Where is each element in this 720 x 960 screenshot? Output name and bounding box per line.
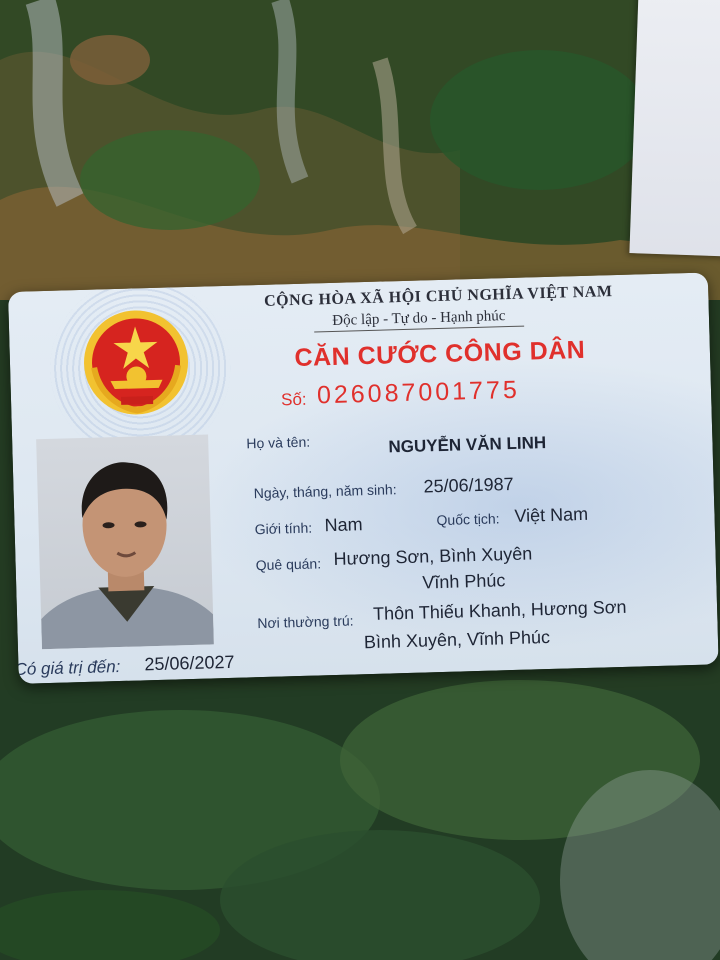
citizen-id-card [8,272,719,683]
card-title: CĂN CƯỚC CÔNG DÂN [294,335,586,373]
national-emblem-icon [78,305,193,420]
residence-value-line1: Thôn Thiếu Khanh, Hương Sơn [372,596,627,624]
sex-value: Nam [324,514,363,536]
name-value: NGUYỄN VĂN LINH [388,433,547,457]
id-number-value: 026087001775 [316,375,521,410]
country-header: CỘNG HÒA XÃ HỘI CHỦ NGHĨA VIỆT NAM [263,283,613,310]
id-number-label: Số: [280,389,307,410]
hometown-label: Quê quán: [255,555,322,574]
dob-value: 25/06/1987 [423,473,514,497]
dob-label: Ngày, tháng, năm sinh: [253,481,397,502]
name-label: Họ và tên: [246,433,311,452]
nationality-label: Quốc tịch: [436,510,500,529]
hometown-value-line1: Hương Sơn, Bình Xuyên [333,543,533,570]
hometown-value-line2: Vĩnh Phúc [421,570,506,593]
sex-label: Giới tính: [254,519,313,538]
portrait-figure [36,434,214,649]
white-paper-corner [629,0,720,257]
motto-text: Độc lập - Tự do - Hạnh phúc [332,308,506,329]
residence-label: Nơi thường trú: [257,612,354,632]
portrait-photo [36,434,214,649]
nationality-value: Việt Nam [514,503,589,526]
expiry-value: 25/06/2027 [144,651,235,675]
residence-value-line2: Bình Xuyên, Vĩnh Phúc [363,627,551,653]
expiry-label: Có giá trị đến: [14,657,121,679]
